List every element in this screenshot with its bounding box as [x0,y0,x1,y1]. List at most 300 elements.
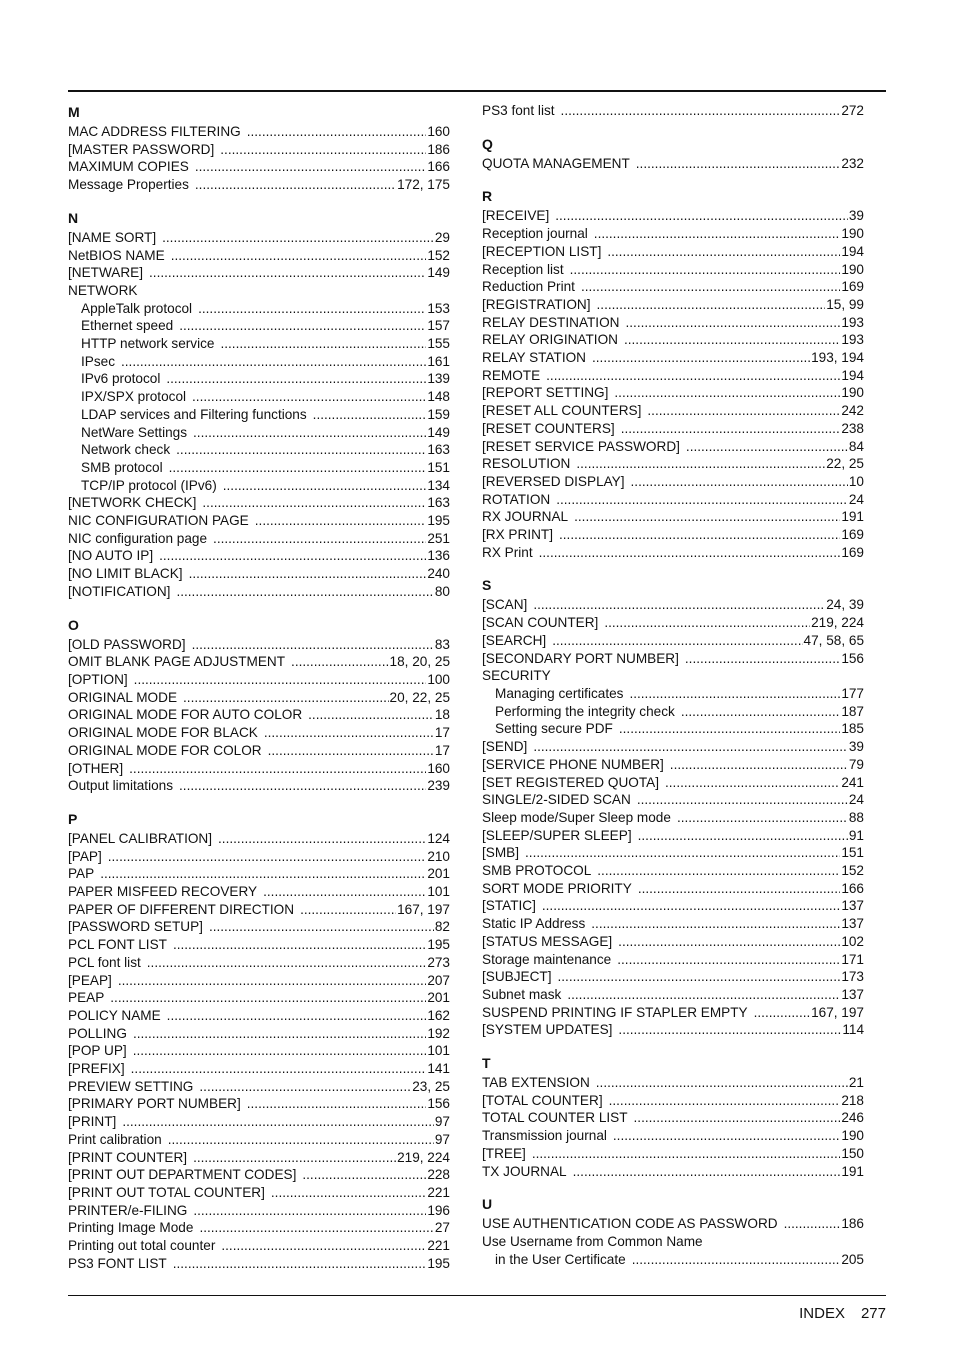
index-entry [68,636,450,654]
dot-leader [147,954,427,972]
entry-term: PCL FONT LIST [68,937,167,953]
dot-leader [594,225,841,243]
entry-pages: 136 [427,548,450,564]
entry-term: Storage maintenance [482,951,612,967]
dot-leader [597,296,826,314]
entry-term: SUSPEND PRINTING IF STAPLER EMPTY [482,1004,748,1020]
entry-term: Ethernet speed [81,318,174,334]
index-column-right [482,102,864,1282]
dot-leader [558,968,841,986]
dot-leader [169,459,427,477]
entry-term: [PRINT OUT TOTAL COUNTER] [68,1184,265,1200]
dot-leader [271,1184,426,1202]
index-entry [68,689,450,707]
index-entry [482,544,864,562]
index-entry [482,968,864,986]
entry-term: RX Print [482,544,533,560]
entry-pages: 152 [841,863,864,879]
entry-term: SMB PROTOCOL [482,863,592,879]
dot-leader [195,176,396,194]
entry-pages: 219, 224 [397,1149,450,1165]
entry-term: PREVIEW SETTING [68,1078,194,1094]
entry-term: [SMB] [482,845,520,861]
dot-leader [532,1145,841,1163]
entry-pages: 160 [427,760,450,776]
dot-leader [632,1251,841,1269]
entry-pages: 272 [841,103,864,118]
index-entry [482,1163,864,1181]
entry-term: PS3 FONT LIST [68,1255,167,1271]
dot-leader [202,494,426,512]
entry-pages: 29 [434,229,450,245]
entry-term: [NO LIMIT BLACK] [68,566,183,582]
entry-term: [SEARCH] [482,632,547,648]
section-letter: T [482,1055,491,1072]
entry-term: Subnet mask [482,986,562,1002]
entry-pages: 194 [841,243,864,259]
entry-pages: 24 [848,792,864,808]
dot-leader [525,844,840,862]
entry-pages: 82 [434,919,450,935]
section-letter: R [482,188,493,205]
entry-term: [STATUS MESSAGE] [482,933,613,949]
entry-pages: 193, 194 [811,350,864,366]
index-entry [68,653,450,671]
index-entry [68,706,450,724]
dot-leader [618,1021,841,1039]
dot-leader [221,1237,426,1255]
index-entry [482,420,864,438]
section-letter: N [68,209,79,226]
dot-leader [247,1095,427,1113]
index-entry [68,883,450,901]
entry-term: ORIGINAL MODE [68,689,178,705]
dot-leader [133,1025,426,1043]
entry-pages: 171 [841,951,864,967]
index-entry [68,1184,450,1202]
index-entry [68,530,450,548]
dot-leader [199,1078,411,1096]
index-entry [68,370,450,388]
entry-pages: 241 [841,774,864,790]
entry-pages: 190 [841,385,864,401]
entry-term: [SERVICE PHONE NUMBER] [482,756,664,772]
entry-pages: 88 [848,809,864,825]
entry-pages: 102 [841,933,864,949]
index-entry [482,1004,864,1022]
bottom-rule [68,1295,886,1296]
index-entry [482,1092,864,1110]
entry-pages: 187 [841,703,864,719]
index-entry [68,317,450,335]
dot-leader [247,123,427,141]
entry-term: [PAP] [68,848,102,864]
index-entry [68,512,450,530]
entry-term: TOTAL COUNTER LIST [482,1110,628,1126]
dot-leader [179,777,426,795]
entry-term: [RECEPTION LIST] [482,243,602,259]
page-number: 277 [860,1305,886,1322]
entry-term: ORIGINAL MODE FOR COLOR [68,742,262,758]
entry-pages: 186 [427,141,450,157]
dot-leader [637,791,848,809]
dot-leader [189,565,427,583]
entry-term: [TOTAL COUNTER] [482,1092,603,1108]
dot-leader [638,827,848,845]
entry-pages: 18 [434,707,450,723]
dot-leader [581,278,840,296]
index-entry [68,282,450,300]
index-entry [482,225,864,243]
entry-term: [RECEIVE] [482,208,550,224]
entry-term: [NO AUTO IP] [68,548,154,564]
section-letter: M [68,104,80,120]
index-entry [68,247,450,265]
index-entry [482,314,864,332]
index-entry [68,671,450,689]
entry-term: [OLD PASSWORD] [68,636,186,652]
entry-term: Print calibration [68,1131,162,1147]
index-entry [482,880,864,898]
entry-pages: 137 [841,986,864,1002]
entry-term: [OPTION] [68,671,128,687]
dot-leader [121,353,426,371]
entry-pages: 155 [427,336,450,352]
index-entry [482,774,864,792]
dot-leader [677,809,848,827]
entry-pages: 97 [434,1131,450,1147]
dot-leader [617,951,840,969]
index-entry [68,777,450,795]
entry-pages: 83 [434,636,450,652]
entry-term: RELAY DESTINATION [482,314,620,330]
dot-leader [576,455,825,473]
dot-leader [567,986,840,1004]
index-entry [68,547,450,565]
index-entry [68,1042,450,1060]
entry-pages: 172, 175 [397,177,450,193]
index-entry [68,1255,450,1273]
dot-leader [607,243,840,261]
entry-pages: 166 [841,880,864,896]
index-section [482,186,864,561]
entry-term: [RESET SERVICE PASSWORD] [482,438,680,454]
index-entry [482,703,864,721]
entry-pages: 185 [841,721,864,737]
index-entry [482,473,864,491]
index-entry [482,791,864,809]
index-section [482,575,864,1039]
dot-leader [546,367,840,385]
entry-pages: 190 [841,261,864,277]
entry-pages: 195 [427,937,450,953]
entry-term: Transmission journal [482,1128,607,1144]
entry-pages: 191 [841,1163,864,1179]
entry-term: [PASSWORD SETUP] [68,919,203,935]
entry-term: [REVERSED DISPLAY] [482,473,625,489]
index-entry [482,827,864,845]
entry-term: [RESET ALL COUNTERS] [482,403,642,419]
dot-leader [624,331,840,349]
index-entry [482,1074,864,1092]
entry-pages: 20, 22, 25 [389,689,450,705]
entry-pages: 148 [427,389,450,405]
dot-leader [621,420,841,438]
index-entry [482,897,864,915]
entry-pages: 201 [427,866,450,882]
index-entry [68,1007,450,1025]
entry-term: [PRIMARY PORT NUMBER] [68,1096,241,1112]
entry-pages: 23, 25 [412,1078,450,1094]
index-entry [68,565,450,583]
dot-leader [308,706,434,724]
index-entry [68,742,450,760]
index-entry [482,438,864,456]
entry-term: Reduction Print [482,279,575,295]
entry-term: Message Properties [68,177,189,193]
index-entry [482,1127,864,1145]
dot-leader [556,491,848,509]
index-entry [68,865,450,883]
entry-term: [PREFIX] [68,1061,125,1077]
entry-term: in the User Certificate [495,1251,626,1267]
entry-pages: 156 [427,1096,450,1112]
entry-term: LDAP services and Filtering functions [81,406,307,422]
entry-term: PAPER OF DIFFERENT DIRECTION [68,901,295,917]
dot-leader [784,1215,841,1233]
entry-pages: 190 [841,1128,864,1144]
entry-pages: 91 [848,827,864,843]
entry-term: Reception list [482,261,564,277]
entry-term: PRINTER/e-FILING [68,1202,188,1218]
entry-term: Sleep mode/Super Sleep mode [482,809,671,825]
entry-pages: 17 [434,725,450,741]
dot-leader [555,207,848,225]
entry-term: [SYSTEM UPDATES] [482,1022,613,1038]
dot-leader [149,264,426,282]
dot-leader [129,760,426,778]
entry-term: PEAP [68,990,105,1006]
index-entry [68,1095,450,1113]
index-entry [482,243,864,261]
dot-leader [264,724,434,742]
entry-term: [OTHER] [68,760,124,776]
index-entry [68,1078,450,1096]
index-entry [68,1060,450,1078]
entry-pages: 47, 58, 65 [803,632,864,648]
entry-pages: 177 [841,685,864,701]
entry-pages: 191 [841,509,864,525]
entry-pages: 39 [848,739,864,755]
entry-term: USE AUTHENTICATION CODE AS PASSWORD [482,1216,778,1232]
entry-pages: 196 [427,1202,450,1218]
entry-term: NIC configuration page [68,530,208,546]
dot-leader [636,155,841,173]
dot-leader [268,742,434,760]
dot-leader [681,703,840,721]
dot-leader [223,477,427,495]
entry-term: [MASTER PASSWORD] [68,141,215,157]
dot-leader [592,349,810,367]
dot-leader [173,1255,427,1273]
index-entry [482,207,864,225]
entry-term: HTTP network service [81,336,215,352]
index-section [68,102,450,194]
dot-leader [263,883,426,901]
index-entry [68,1202,450,1220]
entry-term: [PEAP] [68,972,112,988]
index-entry [68,123,450,141]
entry-term: Output limitations [68,778,174,794]
section-letter: S [482,577,492,594]
index-entry [482,261,864,279]
entry-term: SORT MODE PRIORITY [482,880,632,896]
entry-term: [SUBJECT] [482,969,552,985]
entry-term: IPsec [81,353,115,369]
index-entry [482,402,864,420]
entry-pages: 167, 197 [397,901,450,917]
dot-leader [686,438,848,456]
index-section [482,102,864,120]
entry-term: QUOTA MANAGEMENT [482,155,630,171]
dot-leader [539,544,841,562]
dot-leader [193,424,426,442]
dot-leader [108,848,427,866]
index-entry [482,102,864,120]
dot-leader [670,756,848,774]
dot-leader [596,1074,848,1092]
entry-pages: 192 [427,1025,450,1041]
entry-term: ROTATION [482,491,551,507]
entry-pages: 150 [841,1145,864,1161]
entry-term: REMOTE [482,367,541,383]
dot-leader [134,671,427,689]
dot-leader [162,229,434,247]
index-entry [482,862,864,880]
entry-term: [PRINT OUT DEPARTMENT CODES] [68,1167,297,1183]
index-section [68,615,450,795]
index-entry [482,278,864,296]
entry-pages: 193 [841,314,864,330]
entry-term: [SCAN] [482,597,528,613]
entry-pages: 221 [427,1238,450,1254]
entry-pages: 101 [427,884,450,900]
dot-leader [131,1060,427,1078]
dot-leader [614,384,840,402]
index-entry [482,367,864,385]
dot-leader [176,441,426,459]
dot-leader [213,530,426,548]
entry-pages: 239 [427,778,450,794]
entry-pages: 160 [427,124,450,139]
entry-term: [NETWARE] [68,265,144,281]
dot-leader [570,261,841,279]
entry-term: Use Username from Common Name [482,1233,703,1249]
entry-pages: 141 [427,1061,450,1077]
index-entry [68,141,450,159]
entry-pages: 163 [427,495,450,511]
entry-term: NetBIOS NAME [68,247,165,263]
index-entry [482,738,864,756]
index-entry [482,1021,864,1039]
entry-term: AppleTalk protocol [81,300,193,316]
section-letter: Q [482,135,493,152]
entry-pages: 201 [427,990,450,1006]
entry-pages: 84 [848,438,864,454]
index-entry [68,264,450,282]
entry-pages: 149 [427,424,450,440]
dot-leader [199,1219,433,1237]
entry-pages: 193 [841,332,864,348]
index-entry [482,1145,864,1163]
dot-leader [597,862,840,880]
index-entry [68,830,450,848]
entry-pages: 137 [841,898,864,914]
index-entry [482,756,864,774]
entry-pages: 18, 20, 25 [389,654,450,670]
dot-leader [122,1113,434,1131]
dot-leader [118,972,426,990]
entry-pages: 240 [427,566,450,582]
entry-pages: 169 [841,544,864,560]
entry-pages: 124 [427,830,450,846]
index-entry [482,986,864,1004]
index-entry [482,1215,864,1233]
index-entry [68,1166,450,1184]
entry-pages: 242 [841,403,864,419]
entry-pages: 190 [841,226,864,242]
entry-pages: 24, 39 [826,597,864,613]
index-entry [68,477,450,495]
entry-term: PAP [68,866,95,882]
index-entry [68,1149,450,1167]
index-entry [482,720,864,738]
entry-pages: 162 [427,1007,450,1023]
dot-leader [561,102,841,120]
entry-term: NetWare Settings [81,424,188,440]
index-entry [482,455,864,473]
entry-pages: 195 [427,1255,450,1271]
entry-term: SECURITY [482,668,551,684]
footer-label: INDEX [799,1305,845,1322]
index-entry [482,809,864,827]
entry-term: PCL font list [68,954,141,970]
index-entry [482,614,864,632]
index-entry [68,424,450,442]
entry-pages: 152 [427,247,450,263]
index-entry [482,526,864,544]
entry-term: PS3 font list [482,103,555,118]
dot-leader [133,1042,427,1060]
index-entry [68,406,450,424]
dot-leader [591,915,840,933]
entry-term: ORIGINAL MODE FOR BLACK [68,725,258,741]
entry-term: IPv6 protocol [81,371,161,387]
dot-leader [179,317,426,335]
index-entry [68,335,450,353]
dot-leader [193,1202,426,1220]
dot-leader [159,547,426,565]
index-entry [482,331,864,349]
index-entry [68,972,450,990]
index-entry [482,1109,864,1127]
entry-pages: 137 [841,916,864,932]
section-letter: U [482,1196,493,1213]
dot-leader [613,1127,840,1145]
entry-term: RESOLUTION [482,456,571,472]
dot-leader [533,738,848,756]
dot-leader [542,897,840,915]
